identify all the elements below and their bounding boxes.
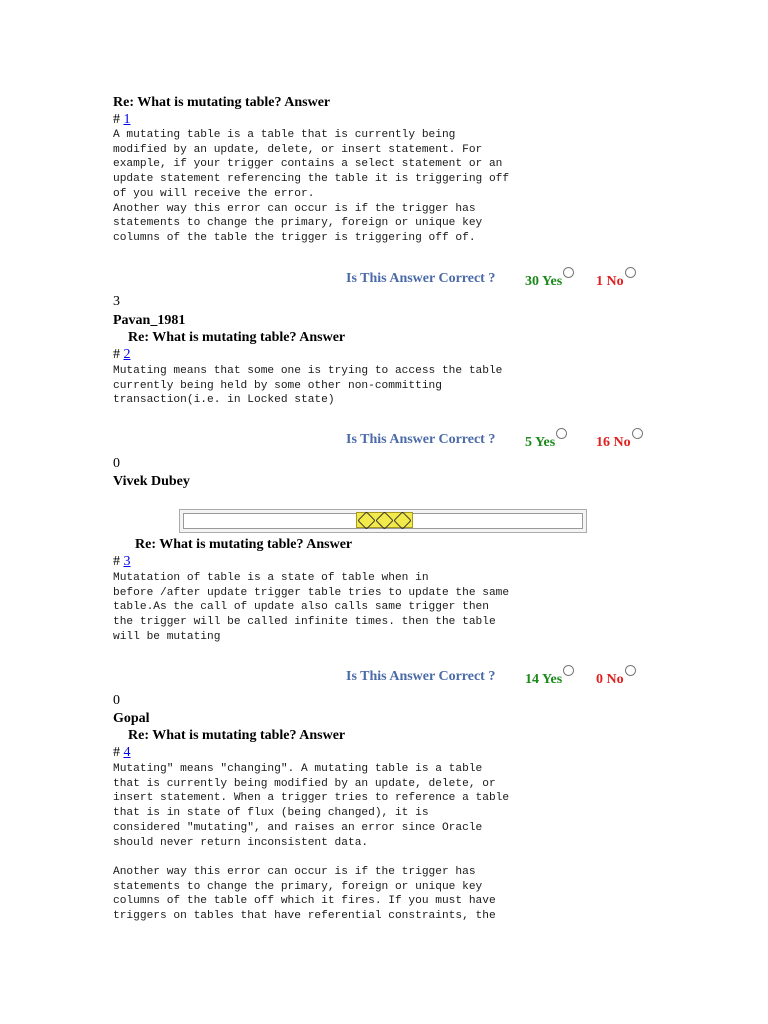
yes-radio[interactable] [563,665,574,676]
answer-1-score: 3 [113,294,120,309]
answer-correct-question: Is This Answer Correct ? [346,432,496,447]
answer-2-link[interactable]: 2 [123,347,131,362]
yes-vote [525,274,574,290]
answer-3-link[interactable]: 3 [123,554,131,569]
yes-radio[interactable] [556,428,567,439]
answer-3-body: Mutatation of table is a state of table when in before /after update trigger table tries to update the same table.As the call of update also calls same trigger then the trigger will be called infinite times. then the table will be mutating [113,572,510,643]
answer-1-body: A mutating table is a table that is currently being modified by an update, delete, or insert statement. For example, if your trigger contains a select statement or an update statement referencing the table it is triggering off of you will receive the error. Another way this error can occur is if the trigger has statements to change the primary, foreign or unique key columns of the table the trigger is triggering off of. [113,129,510,244]
answer-correct-question: Is This Answer Correct ? [346,271,496,286]
answer-2-rating [346,432,631,450]
answer-3-title: Re: What is mutating table? Answer [135,537,353,552]
answer-1-user: Pavan_1981 [113,313,186,328]
answer-3-rating [346,669,624,687]
no-radio[interactable] [625,267,636,278]
hash-label: # [113,745,124,760]
yes-count: 30 Yes [525,274,563,289]
no-radio[interactable] [625,665,636,676]
hash-label: # [113,112,124,127]
answer-correct-question: Is This Answer Correct ? [346,669,496,684]
answer-3-number [113,554,131,570]
answer-3-score: 0 [113,693,120,708]
answer-4-body: Mutating" means "changing". A mutating table is a table that is currently being modified by an update, delete, or insert statement. When a trigger tries to reference a table that is in state of flux (being changed), it is considered "mutating", and raises an error since Oracle should never return inconsistent data. Another way this error can occur is if the trigger has statements to change the primary, foreign or unique key columns of the table off which it fires. If you must have triggers on tables that have referential constraints, the [113,763,510,923]
answer-2-user: Vivek Dubey [113,474,190,489]
yes-count: 14 Yes [525,672,563,687]
no-count: 1 No [596,274,624,289]
yes-count: 5 Yes [525,435,556,450]
answer-3-user: Gopal [113,711,150,726]
no-vote [596,672,636,688]
ad-icon-strip[interactable] [356,512,413,528]
answer-1-title: Re: What is mutating table? Answer [113,95,331,110]
diamond-icon [394,511,412,529]
yes-vote [525,672,574,688]
answer-2-score: 0 [113,456,120,471]
answer-4-number [113,745,131,761]
answer-1-rating [346,271,624,289]
answer-4-title: Re: What is mutating table? Answer [128,728,346,743]
yes-vote [525,435,567,451]
hash-label: # [113,347,124,362]
diamond-icon [357,511,375,529]
answer-4-link[interactable]: 4 [123,745,131,760]
answer-2-body: Mutating means that some one is trying to access the table currently being held by some other non-committing transaction(i.e. in Locked state) [113,365,503,407]
answer-1-link[interactable]: 1 [123,112,131,127]
hash-label: # [113,554,124,569]
answer-1-number [113,112,131,128]
no-vote [596,435,643,451]
no-radio[interactable] [632,428,643,439]
no-count: 0 No [596,672,624,687]
no-vote [596,274,636,290]
yes-radio[interactable] [563,267,574,278]
answer-2-title: Re: What is mutating table? Answer [128,330,346,345]
answer-2-number [113,347,131,363]
no-count: 16 No [596,435,631,450]
diamond-icon [375,511,393,529]
